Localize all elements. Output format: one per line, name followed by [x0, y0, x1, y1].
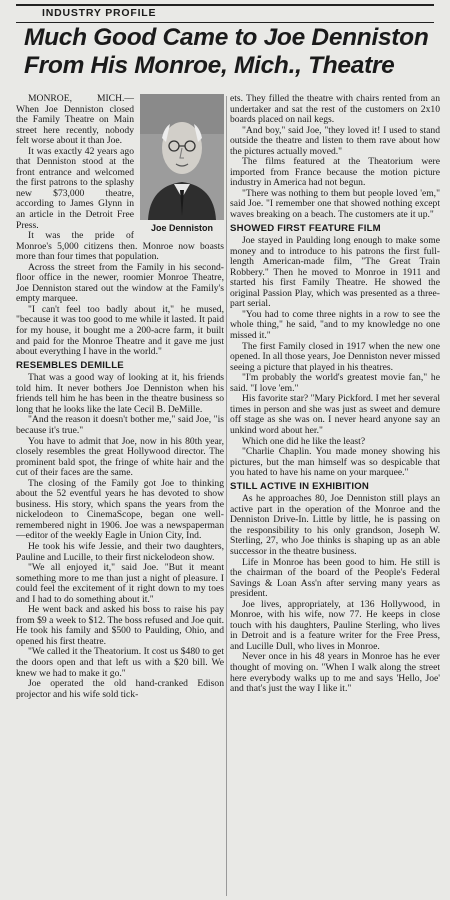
paragraph: The closing of the Family got Joe to thinking about the 52 eventful years he has devoted to show business. His story, which spans the years from the nickelodeon to CinemaScope, began one well-remembered night in 1906. Joe was a newspaperman—editor of the weekly Eagle in Union City, Ind.: [16, 477, 224, 542]
paragraph: "And boy," said Joe, "they loved it! I used to stand outside the theatre and listen to them rave about how the pictures actually moved.": [230, 124, 440, 157]
paragraph: His favorite star? "Mary Pickford. I met her several times in person and she was just as sweet and demure off stage as she was on. I never heard anyone say an unkind word about her.": [230, 393, 440, 436]
paragraph: That was a good way of looking at it, his friends told him. It never bothers Joe Denniston when his friends tell him he has been in the theatre business so long that he looks like the late Cecil B. DeMille.: [16, 372, 224, 415]
article-column-left: [16, 94, 224, 700]
subheading: STILL ACTIVE IN EXHIBITION: [230, 480, 369, 492]
kicker-rule: [16, 4, 434, 23]
paragraph: "I can't feel too badly about it," he mused, "because it was too good to me while it lasted. It paid for my house, it bought me a 200-acre farm, it built and paid for the Monroe Theatre and it gave me just about everything I have in the world.": [16, 303, 224, 358]
paragraph: Never once in his 48 years in Monroe has he ever thought of moving on. "When I walk along the street here everybody walks up to me and says 'Hello, Joe' and that's just the way I like it.": [230, 651, 440, 695]
headline: Much Good Came to Joe Denniston From His Monroe, Mich., Theatre: [24, 24, 429, 79]
paragraph: As he approaches 80, Joe Denniston still plays an active part in the operation of the Monroe and the Denniston Drive-In. Little by little, he is passing on the responsibility to his only grandson, Joseph W. Sterling, 27, who Joe thinks is shaping up as an able successor in the theatre business.: [230, 493, 440, 557]
portrait-illustration: [140, 94, 224, 220]
paragraph: It was exactly 42 years ago that Denniston stood at the front entrance and welcomed the first patrons to the splashy new $73,000 theatre, according to James Glynn in an article in the Detroit Free Press.: [16, 145, 134, 231]
photo-caption: Joe Denniston: [150, 223, 213, 233]
paragraph: He took his wife Jessie, and their two daughters, Pauline and Lucille, to their first nickelodeon show.: [16, 540, 224, 563]
paragraph: Life in Monroe has been good to him. He still is the chairman of the board of the People's Federal Savings & Loan Ass'n after serving many years as president.: [230, 556, 440, 600]
paragraph: "Charlie Chaplin. You made money showing his pictures, but the man himself was so despicable that you hated to have his name on your marquee.": [230, 446, 440, 479]
paragraph: "There was nothing to them but people loved 'em," said Joe. "I remember one that showed nothing except waves breaking on a beach. The customers ate it up.": [230, 187, 440, 221]
paragraph: MONROE, MICH.—When Joe Denniston closed the Family Theatre on Main street here recently, nobody felt worse about it than Joe.: [16, 93, 134, 147]
paragraph: Joe lives, appropriately, at 136 Hollywood, in Monroe, with his wife, now 77. He keeps in close touch with his daughters, Pauline Sterling, who lives in Detroit and is a feature writer for the Free Press, and Lucille Dull, who lives in Monroe.: [230, 598, 440, 652]
article-column-right: [230, 94, 440, 695]
paragraph: "And the reason it doesn't bother me," said Joe, "is because it's true.": [16, 414, 224, 436]
paragraph: It was the pride of Monroe's 5,000 citizens then. Monroe now boasts more than four times that population.: [16, 230, 224, 263]
section-kicker: INDUSTRY PROFILE: [38, 7, 160, 19]
paragraph: "We all enjoyed it," said Joe. "But it meant something more to me than just a night of pleasure. I could feel the excitement of it right down to my toes and I had to do something about it.": [16, 562, 224, 605]
paragraph: ets. They filled the theatre with chairs rented from an undertaker and sat the rest of the customers on 2x10 boards placed on nail kegs.: [230, 93, 440, 126]
paragraph: Across the street from the Family in his second-floor office in the newer, roomier Monroe Theatre, Joe Denniston stared out the window at the Family's empty marquee.: [16, 261, 224, 305]
paragraph: You have to admit that Joe, now in his 80th year, closely resembles the great Hollywood director. The prominent bald spot, the fringe of white hair and the cut of their faces are the same.: [16, 435, 224, 479]
subheading: RESEMBLES DEMILLE: [16, 359, 124, 371]
subheading: SHOWED FIRST FEATURE FILM: [230, 222, 381, 234]
paragraph: Joe stayed in Paulding long enough to make some money and to introduce to his patrons the first full-length American-made film, "The Great Train Robbery." Then he moved to Monroe in 1911 and started his first Family Theatre. He showed the original Passion Play, which was presented as a three-part serial.: [230, 235, 440, 310]
paragraph: The first Family closed in 1917 when the new one opened. In all those years, Joe Denniston never missed seeing a picture that played in his theatres.: [230, 340, 440, 373]
portrait-figure: [140, 94, 224, 234]
paragraph: He went back and asked his boss to raise his pay from $9 a week to $12. The boss refused and Joe quit. He took his family and $500 to Paulding, Ohio, and opened his first theatre.: [16, 604, 224, 647]
paragraph: "You had to come three nights in a row to see the whole thing," he said, "and to my knowledge no one missed it.": [230, 308, 440, 342]
paragraph: Joe operated the old hand-cranked Edison projector and his wife sold tick-: [16, 678, 224, 700]
paragraph: Which one did he like the least?: [242, 435, 366, 447]
paragraph: "I'm probably the world's greatest movie fan," he said. "I love 'em.": [230, 372, 440, 394]
portrait-photo: [140, 94, 224, 220]
column-divider: [226, 96, 227, 896]
paragraph: The films featured at the Theatorium were imported from France because the motion picture industry in America had not begun.: [230, 156, 440, 189]
article-page: [6, 4, 442, 896]
paragraph: "We called it the Theatorium. It cost us $480 to get the doors open and that left us with a $20 bill. We knew we had to make it go.": [16, 646, 224, 679]
